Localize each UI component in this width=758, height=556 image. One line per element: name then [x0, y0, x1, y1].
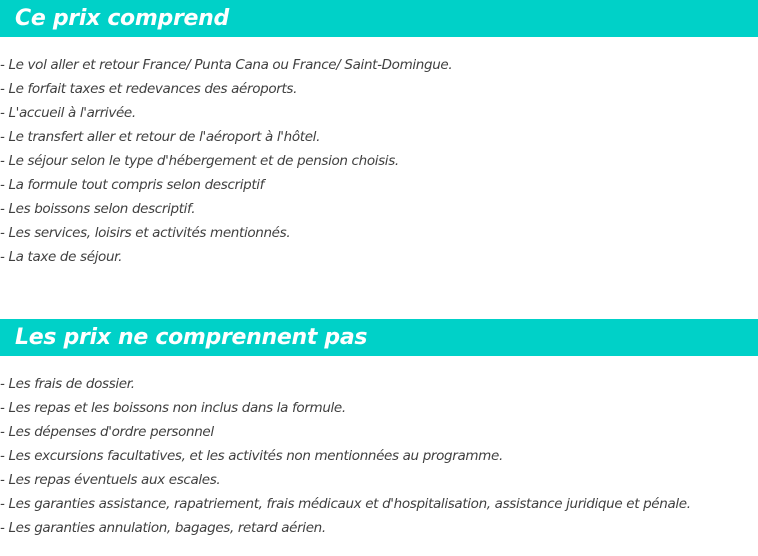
list-item: - Le vol aller et retour France/ Punta Cana ou France/ Saint-Domingue.	[0, 57, 453, 73]
excluded-list	[0, 372, 758, 540]
list-item: - Le transfert aller et retour de l'aéroport à l'hôtel.	[0, 129, 321, 145]
excluded-header: Les prix ne comprennent pas	[0, 319, 758, 356]
list-item: - La formule tout compris selon descriptif	[0, 177, 265, 193]
list-item: - Les frais de dossier.	[0, 376, 135, 392]
list-item: - Le forfait taxes et redevances des aéroports.	[0, 81, 298, 97]
list-item: - Les boissons selon descriptif.	[0, 201, 196, 217]
list-item: - Les repas et les boissons non inclus dans la formule.	[0, 400, 346, 416]
list-item: - L'accueil à l'arrivée.	[0, 105, 136, 121]
list-item: - Les garanties assistance, rapatriement, frais médicaux et d'hospitalisation, assistance juridique et pénale.	[0, 496, 691, 512]
excluded-section	[0, 319, 758, 540]
included-list	[0, 53, 758, 269]
included-header: Ce prix comprend	[0, 0, 758, 37]
list-item: - La taxe de séjour.	[0, 249, 123, 265]
list-item: - Les excursions facultatives, et les activités non mentionnées au programme.	[0, 448, 503, 464]
list-item: - Les repas éventuels aux escales.	[0, 472, 221, 488]
included-section	[0, 0, 758, 269]
list-item: - Les garanties annulation, bagages, retard aérien.	[0, 520, 326, 536]
list-item: - Les services, loisirs et activités mentionnés.	[0, 225, 291, 241]
list-item: - Les dépenses d'ordre personnel	[0, 424, 214, 440]
list-item: - Le séjour selon le type d'hébergement et de pension choisis.	[0, 153, 399, 169]
